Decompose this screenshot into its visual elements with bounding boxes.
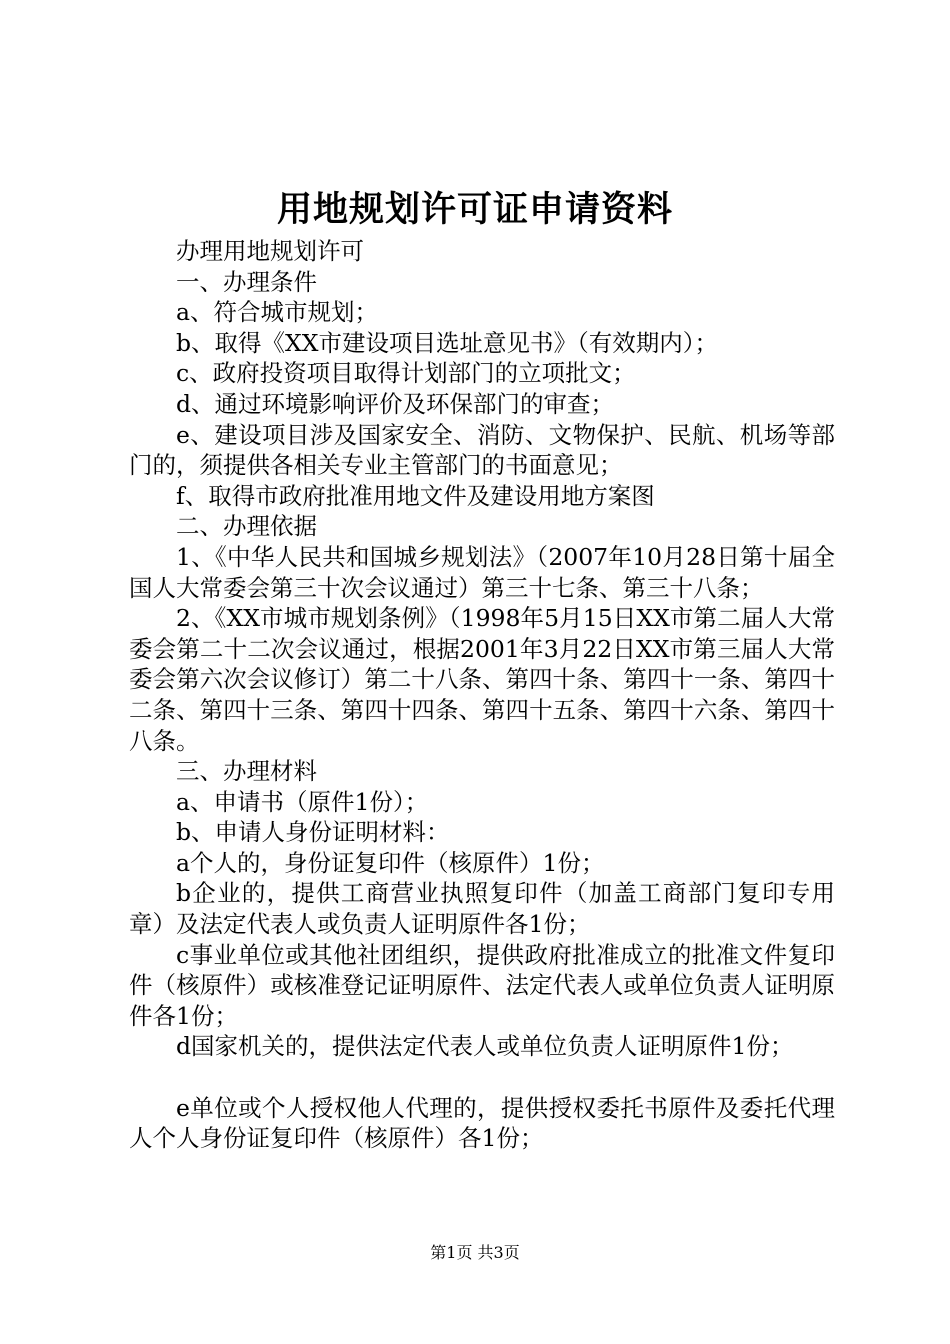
list-item: 2、《XX市城市规划条例》（1998年5月15日XX市第二届人大常委会第二十二次会议通过，根据2001年3月22日XX市第三届人大常委会第六次会议修订）第二十八条、第四十条、第四十一条、第四十二条、第四十三条、第四十四条、第四十五条、第四十六条、第四十八条。 <box>129 604 835 755</box>
section-heading-basis: 二、办理依据 <box>176 512 317 541</box>
list-item: e、建设项目涉及国家安全、消防、文物保护、民航、机场等部门的，须提供各相关专业主管部门的书面意见； <box>129 420 835 480</box>
list-item: c事业单位或其他社团组织，提供政府批准成立的批准文件复印件（核原件）或核准登记证明原件、法定代表人或单位负责人证明原件各1份； <box>129 940 835 1030</box>
list-item: b企业的，提供工商营业执照复印件（加盖工商部门复印专用章）及法定代表人或负责人证明原件各1份； <box>129 879 835 939</box>
list-item: d、通过环境影响评价及环保部门的审查； <box>176 389 615 418</box>
section-heading-materials: 三、办理材料 <box>176 757 317 786</box>
list-item: b、申请人身份证明材料： <box>176 818 450 847</box>
document-title: 用地规划许可证申请资料 <box>276 190 673 230</box>
list-item: d国家机关的，提供法定代表人或单位负责人证明原件1份； <box>176 1032 794 1061</box>
list-item: c、政府投资项目取得计划部门的立项批文； <box>176 359 636 388</box>
list-item: e单位或个人授权他人代理的，提供授权委托书原件及委托代理人个人身份证复印件（核原件）各1份； <box>129 1093 835 1153</box>
list-item: f、取得市政府批准用地文件及建设用地方案图 <box>176 481 655 510</box>
paragraph-intro: 办理用地规划许可 <box>176 237 364 265</box>
section-heading-conditions: 一、办理条件 <box>176 267 317 296</box>
page-footer: 第1页 共3页 <box>430 1243 520 1262</box>
list-item: a、符合城市规划； <box>176 298 379 327</box>
list-item: a个人的，身份证复印件（核原件）1份； <box>176 848 605 877</box>
document-body <box>129 236 835 1154</box>
list-item: a、申请书（原件1份）； <box>176 787 429 816</box>
list-item: b、取得《XX市建设项目选址意见书》（有效期内）； <box>176 328 719 357</box>
list-item: 1、《中华人民共和国城乡规划法》（2007年10月28日第十届全国人大常委会第三十次会议通过）第三十七条、第三十八条； <box>129 542 835 602</box>
